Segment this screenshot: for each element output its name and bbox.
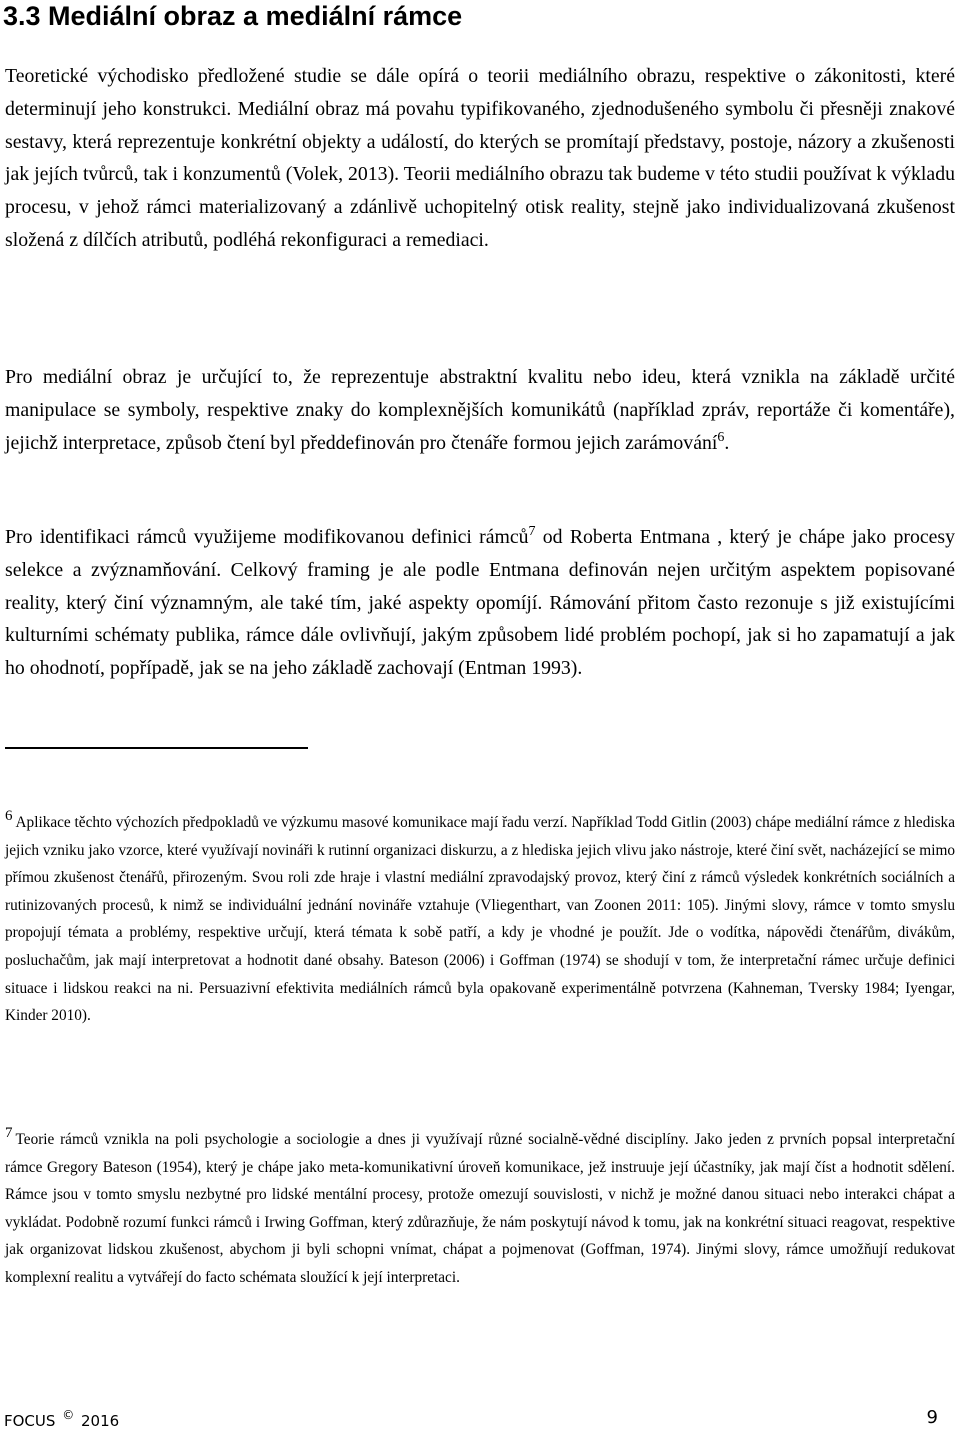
paragraph-3-text-end: od Roberta Entmana , který je chápe jako procesy selekce a zvýznamňování. Celkový framing je ale podle Entmana definován nejen určitým aspektem popisované reality, který činí významným, ale také tím, jaké aspekty opomíjí. Rámování přitom často rezonuje s již existujícími kulturními schématy publika, rámce dále ovlivňují, jakým způsobem lidé problém pochopí, jak si ho zapamatují a jak ho ohodnotí, popřípadě, jak se na jeho základě zachovají (Entman 1993). <box>5 526 955 680</box>
footnote-ref-7[interactable]: 7 <box>528 524 536 539</box>
paragraph-2-text-end: . <box>724 431 730 454</box>
paragraph-3 <box>5 521 955 685</box>
journal-name: FOCUS <box>4 1412 56 1430</box>
paragraph-2-text: Pro mediální obraz je určující to, že reprezentuje abstraktní kvalitu nebo ideu, která vznikla na základě určité manipulace se symboly, respektive znaky do komplexnějších komunikátů (například zpráv, reportáže či komentáře), jejichž interpretace, způsob čtení byl předdefinován pro čtenáře formou jejich zarámování <box>5 366 955 454</box>
footnote-7 <box>5 1126 955 1292</box>
section-heading: 3.3 Mediální obraz a mediální rámce <box>3 1 463 31</box>
footnote-7-number: 7 <box>5 1125 13 1141</box>
page-number: 9 <box>926 1407 938 1428</box>
copyright-symbol: © <box>62 1408 75 1422</box>
page-footer-journal <box>4 1408 120 1431</box>
footnote-ref-6[interactable]: 6 <box>717 429 725 445</box>
paragraph-1: Teoretické východisko předložené studie se dále opírá o teorii mediálního obrazu, respektive o zákonitosti, které determinují jeho konstrukci. Mediální obraz má povahu typifikovaného, zjednodušeného symbolu či přesněji znakové sestavy, která reprezentuje konkrétní objekty a událostí, do kterých se promítají představy, postoje, názory a zkušenosti jak jejích tvůrců, tak i konzumentů (Volek, 2013). Teorii mediálního obrazu tak budeme v této studii používat k výkladu procesu, v jehož rámci materializovaný a zdánlivě uchopitelný otisk reality, stejně jako individualizovaná zkušenost složená z dílčích atributů, podléhá rekonfiguraci a remediaci. <box>5 65 955 251</box>
paragraph-2 <box>5 361 955 459</box>
footnote-6-number: 6 <box>5 808 13 824</box>
footnote-separator <box>5 747 308 749</box>
footnote-7-text: Teorie rámců vznikla na poli psychologie a sociologie a dnes ji využívají různé socialně-vědné disciplíny. Jako jeden z prvních popsal interpretační rámce Gregory Bateson (1954), který je chápe jako meta-komunikativní úroveň komunikace, jež instruuje její účastníky, jak mají číst a hodnotit sdělení. Rámce jsou v tomto smyslu nezbytné pro lidské mentální procesy, protože omezují souvislosti, v nichž je možné danou situaci nebo interakci chápat a vykládat. Podobně rozumí funkci rámců i Irwing Goffman, který zdůrazňuje, že nám poskytují návod k tomu, jak na konkrétní situaci reagovat, respektive jak organizovat lidskou zkušenost, abychom ji byli schopni vnímat, chápat a pojmenovat (Goffman, 1974). Jinými slovy, rámce umožňují redukovat komplexní realitu a vytvářejí do facto schémata sloužící k její interpretaci. <box>5 1131 955 1286</box>
footnote-6-text: Aplikace těchto výchozích předpokladů ve výzkumu masové komunikace mají řadu verzí. Například Todd Gitlin (2003) chápe mediální rámce z hlediska jejich vzniku jako vzorce, které využívají novináři k rutinní organizaci diskurzu, a z hlediska jejich vlivu jako nástroje, které činí svět, nacházející se mimo přímou zkušenost čtenářů, přirozeným. Svou roli zde hraje i vlastní mediální zpravodajský provoz, který činí z rámců výsledek konkrétních sociálních a rutinizovaných procesů, k nimž se individuální jednání novináře vztahuje (Vliegenthart, van Zoonen 2011: 105). Jinými slovy, rámce v tomto smyslu propojují témata a problémy, respektive určují, která témata k sobě patří, a kdy je vhodné je použít. Jde o vodítka, nápovědi čtenářům, divákům, posluchačům, jak mají interpretovat a hodnotit dané obsahy. Bateson (2006) i Goffman (1974) se shodují v tom, že interpretační rámec určuje definici situace i lidskou reakci na ni. Persuazivní efektivita mediálních rámců byla opakovaně experimentálně potvrzena (Kahneman, Tversky 1984; Iyengar, Kinder 2010). <box>5 814 955 1025</box>
journal-year: 2016 <box>80 1412 120 1430</box>
paragraph-3-text: Pro identifikaci rámců využijeme modifikovanou definici rámců <box>5 526 529 548</box>
footnote-6 <box>5 809 955 1030</box>
